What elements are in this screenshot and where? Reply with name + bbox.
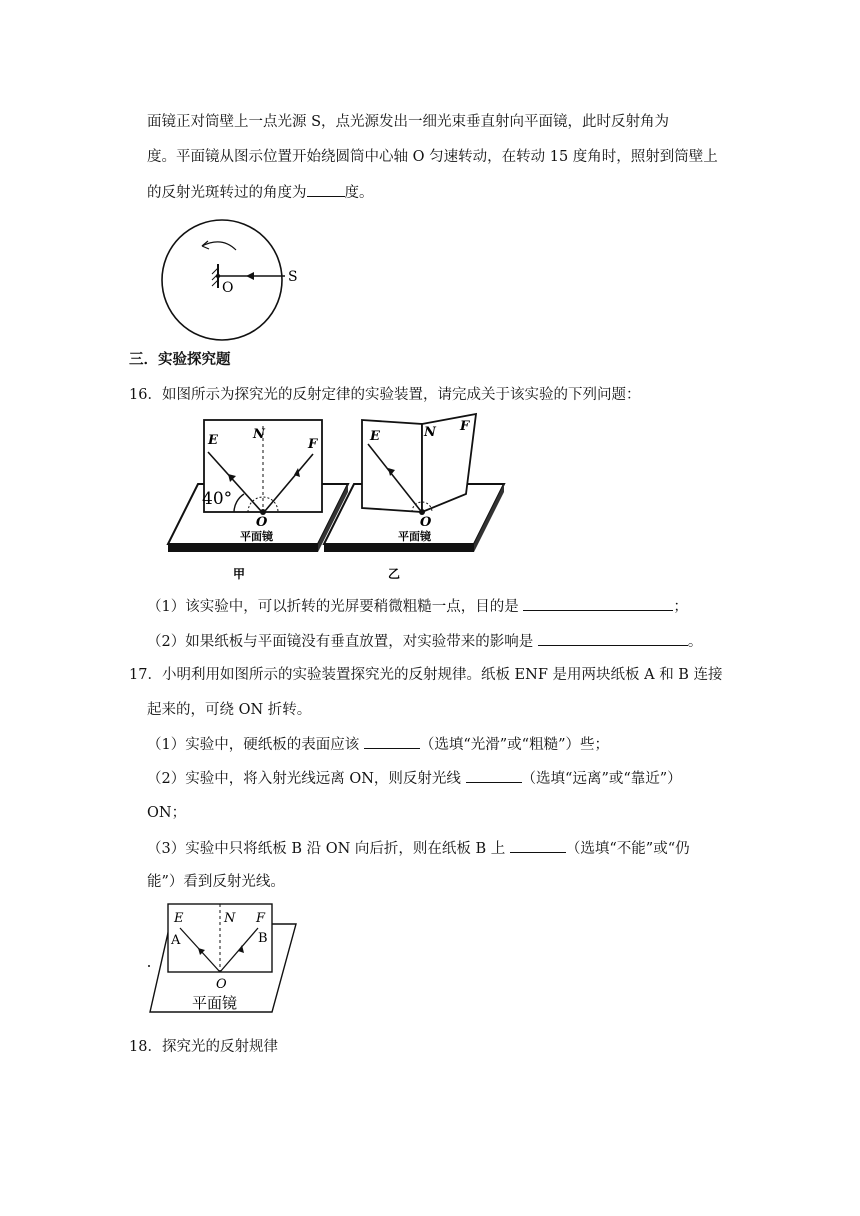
jia-label-n: N xyxy=(253,427,265,442)
q18-stem: 18．探究光的反射规律 xyxy=(129,1039,278,1055)
q17-part2 xyxy=(147,768,682,789)
q17-stem-line2: 起来的，可绕 ON 折转。 xyxy=(147,702,312,718)
q17-label-b: B xyxy=(258,931,268,946)
q17-part2-text: （2）实验中，将入射光线远离 ON，则反射光线 xyxy=(147,771,461,787)
label-s: S xyxy=(288,269,298,285)
q15-answer-blank[interactable] xyxy=(307,182,345,197)
q16-part2 xyxy=(147,631,702,652)
figure-yi xyxy=(324,414,504,581)
figure-jia xyxy=(168,420,348,581)
yi-label-e: E xyxy=(370,429,380,444)
q15-cylinder-figure xyxy=(150,216,310,344)
q15-line3 xyxy=(147,182,374,203)
q17-part1 xyxy=(147,734,609,755)
q17-part3-end: （选填“不能”或“仍 xyxy=(565,841,690,857)
jia-label-e: E xyxy=(208,433,218,448)
q16-apparatus-figure xyxy=(158,412,508,584)
ray-arrow xyxy=(246,272,254,280)
q17-part3-text: （3）实验中只将纸板 B 沿 ON 向后折，则在纸板 B 上 xyxy=(147,841,506,857)
yi-label-o: O xyxy=(420,515,432,530)
q17-part3-blank[interactable] xyxy=(510,838,566,853)
q16-part2-text: （2）如果纸板与平面镜没有垂直放置，对实验带来的影响是 xyxy=(147,634,534,650)
q16-part1-end: ； xyxy=(673,599,688,615)
q17-part2-blank[interactable] xyxy=(466,768,522,783)
q17-part2-cont: ON； xyxy=(147,805,187,821)
q16-part2-blank[interactable] xyxy=(538,631,688,646)
q17-part3 xyxy=(147,838,690,859)
q16-part2-end: 。 xyxy=(687,634,703,650)
q17-label-a: A xyxy=(171,933,181,948)
yi-caption: 乙 xyxy=(388,567,401,581)
jia-mirror-label: 平面镜 xyxy=(240,530,273,543)
jia-caption: 甲 xyxy=(233,567,246,581)
yi-mirror-label: 平面镜 xyxy=(398,530,431,543)
q17-apparatus-figure xyxy=(146,900,300,1020)
q16-part1-text: （1）该实验中，可以折转的光屏要稍微粗糙一点，目的是 xyxy=(147,599,519,615)
q15-line1: 面镜正对筒壁上一点光源 S，点光源发出一细光束垂直射向平面镜，此时反射角为 xyxy=(147,114,670,130)
jia-label-o: O xyxy=(256,515,268,530)
q15-line2: 度。平面镜从图示位置开始绕圆筒中心轴 O 匀速转动，在转动 15 度角时，照射到筒壁上 xyxy=(147,149,718,165)
q17-label-o: O xyxy=(216,977,227,992)
q17-part1-text: （1）实验中，硬纸板的表面应该 xyxy=(147,737,360,753)
q16-part1-blank[interactable] xyxy=(523,596,673,611)
q15-line3-end: 度。 xyxy=(344,185,374,201)
q17-stem-line1: 17．小明利用如图所示的实验装置探究光的反射规律。纸板 ENF 是用两块纸板 A 和 B 连接 xyxy=(129,667,723,683)
label-o: O xyxy=(222,280,234,296)
jia-angle-label: 40° xyxy=(202,489,233,509)
yi-label-n: N xyxy=(424,425,436,440)
q17-label-n: N xyxy=(224,911,236,926)
q16-part1 xyxy=(147,596,688,617)
section-title: 三．实验探究题 xyxy=(129,351,231,368)
q17-mirror-label: 平面镜 xyxy=(192,994,238,1012)
q17-part3-cont: 能”）看到反射光线。 xyxy=(147,874,285,890)
q17-label-f: F xyxy=(256,911,266,926)
yi-label-f: F xyxy=(460,419,470,434)
q17-part1-blank[interactable] xyxy=(364,734,420,749)
q17-label-e: E xyxy=(174,911,184,926)
q16-stem: 16．如图所示为探究光的反射定律的实验装置，请完成关于该实验的下列问题： xyxy=(129,387,641,403)
q15-line3-text: 的反射光斑转过的角度为 xyxy=(147,185,307,201)
jia-label-f: F xyxy=(308,437,318,452)
q17-part1-end: （选填“光滑”或“粗糙”）些； xyxy=(419,737,609,753)
q17-part2-end: （选填“远离”或“靠近”） xyxy=(521,771,682,787)
